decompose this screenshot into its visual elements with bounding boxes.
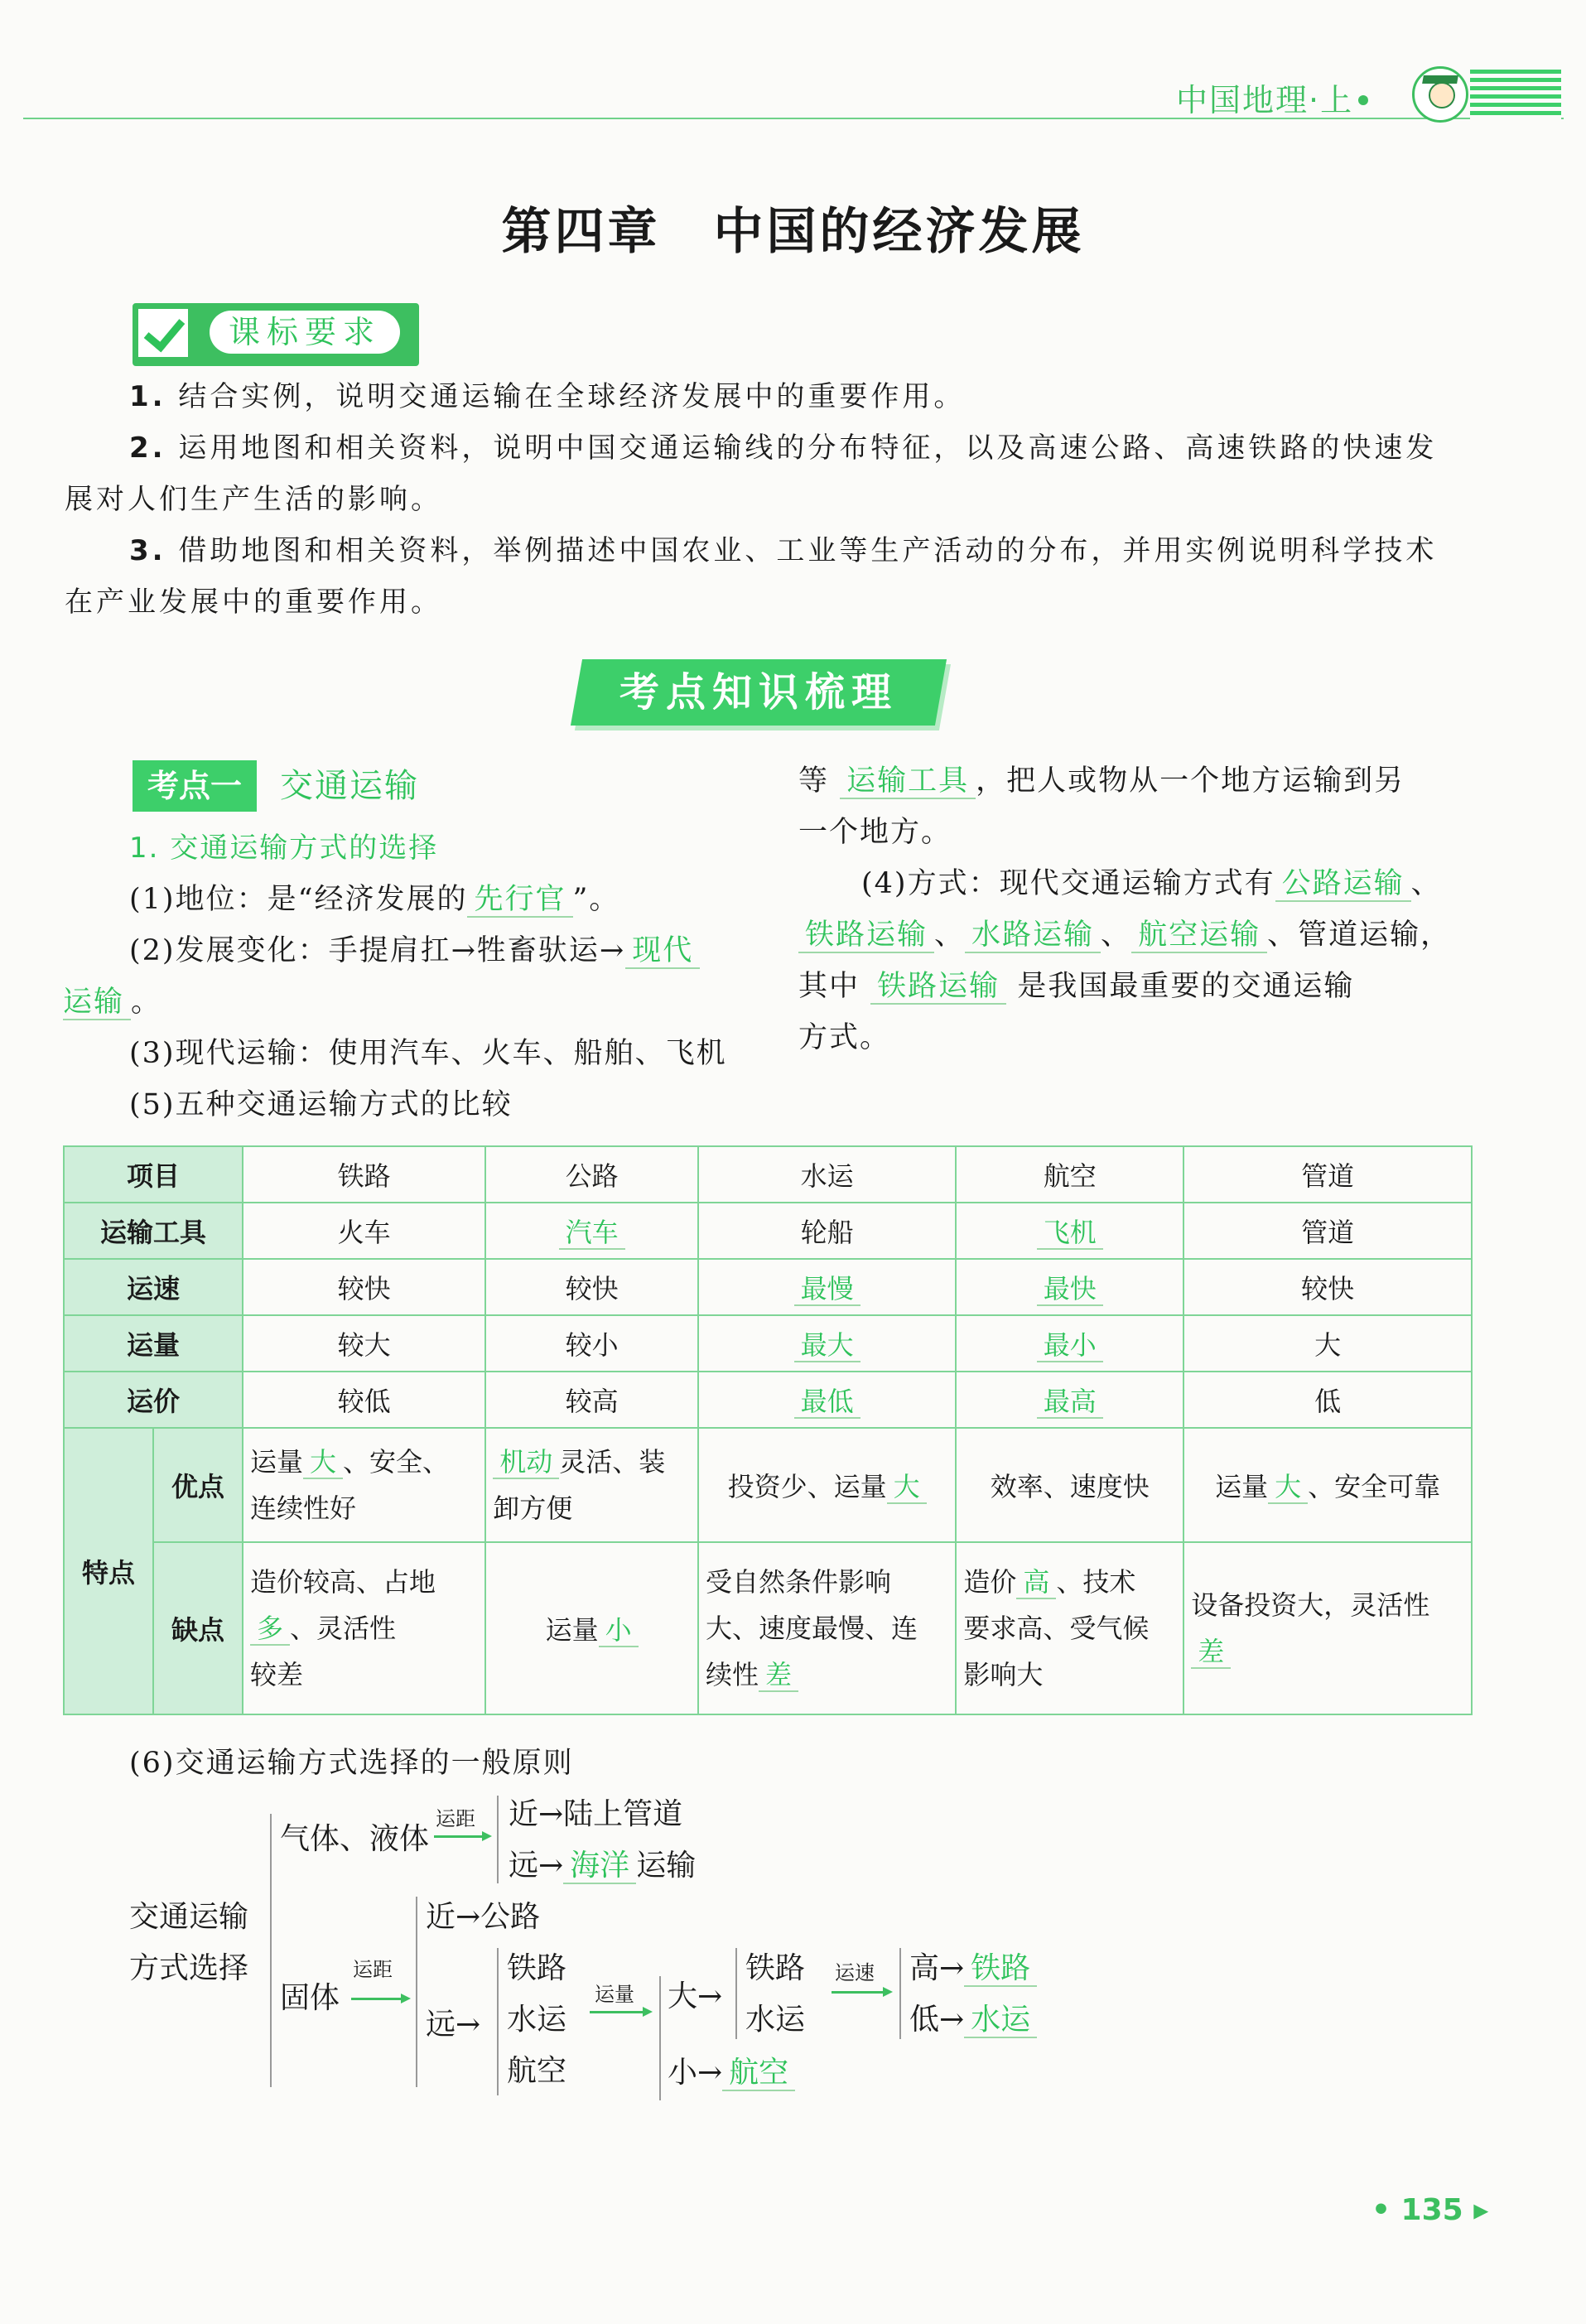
table-cell: 最低 — [698, 1372, 956, 1428]
table-cell: 运量 小 — [485, 1542, 698, 1714]
flow-solid: 固体 — [280, 1981, 340, 2015]
table-row — [64, 1259, 1472, 1315]
flow-brace — [899, 1948, 901, 2039]
header-stripes — [1470, 70, 1561, 119]
flow-label-volume: 运量 — [595, 1983, 634, 2006]
flow-far: 远→ — [426, 2008, 481, 2042]
flow-big: 大→ — [668, 1979, 723, 2013]
requirement-3: 3. 借助地图和相关资料，举例描述中国农业、工业等生产活动的分布，并用实例说明科学技术 在产业发展中的重要作用。 — [65, 534, 1438, 619]
flow-option-rail: 铁路 — [507, 1951, 567, 1985]
table-cell: 较快 — [243, 1259, 485, 1315]
point-3-cont: 等 运输工具 ，把人或物从一个地方运输到另 — [798, 764, 1405, 798]
table-header-cell: 公路 — [485, 1146, 698, 1203]
header-dot — [1358, 95, 1368, 105]
table-cell: 汽车 — [485, 1203, 698, 1259]
point-4-line2: 铁路运输 、 水路运输 、 航空运输 、管道运输， — [798, 909, 1451, 961]
table-cell: 最小 — [956, 1315, 1183, 1372]
flow-option-air: 航空 — [507, 2054, 567, 2088]
table-cell: 较低 — [243, 1372, 485, 1428]
flow-gas-liquid: 气体、液体 — [280, 1822, 430, 1856]
point-1: (1)地位：是“经济发展的 先行官 ”。 — [129, 883, 620, 916]
flow-high: 高→ 铁路 — [909, 1948, 1037, 1989]
flow-arrow — [351, 1998, 407, 2000]
flow-arrow — [832, 1991, 889, 1994]
table-cell: 效率、速度快 — [956, 1428, 1183, 1542]
flow-big-rail: 铁路 — [745, 1951, 806, 1985]
flow-label-distance: 运距 — [436, 1807, 475, 1830]
table-cell: 造价较高、占地 多 、灵活性 较差 — [243, 1542, 485, 1714]
point-6: (6)交通运输方式选择的一般原则 — [129, 1747, 574, 1780]
flow-arrow — [434, 1835, 489, 1838]
advantages-label: 优点 — [153, 1428, 243, 1542]
subtitle-1: 1. 交通运输方式的选择 — [129, 832, 439, 865]
table-cell: 受自然条件影响 大、速度最慢、连 续性 差 — [698, 1542, 956, 1714]
point-2: (2)发展变化：手提肩扛→牲畜驮运→ 现代 — [129, 925, 700, 976]
flow-brace — [659, 1976, 661, 2100]
flow-brace-main — [270, 1814, 272, 2087]
flow-brace — [497, 1796, 499, 1883]
page-number: • 135 ▸ — [1371, 2193, 1489, 2227]
table-cell: 运量 大 、安全可靠 — [1183, 1428, 1472, 1542]
table-header-cell: 管道 — [1183, 1146, 1472, 1203]
table-cell: 管道 — [1183, 1203, 1472, 1259]
chapter-title: 第四章 中国的经济发展 — [501, 203, 1085, 261]
flow-brace — [416, 1897, 417, 2087]
flow-root-line2: 方式选择 — [129, 1951, 249, 1985]
flow-near-pipeline: 近→陆上管道 — [509, 1797, 683, 1831]
table-row — [64, 1203, 1472, 1259]
table-cell: 造价 高 、技术 要求高、受气候 影响大 — [956, 1542, 1183, 1714]
checkmark-icon — [138, 309, 188, 357]
row-label: 运价 — [64, 1372, 243, 1428]
row-label: 运量 — [64, 1315, 243, 1372]
flow-option-water: 水运 — [507, 2003, 567, 2037]
table-header-cell: 项目 — [64, 1146, 243, 1203]
table-header-row — [64, 1146, 1472, 1203]
table-cell: 较大 — [243, 1315, 485, 1372]
table-cell: 投资少、运量 大 — [698, 1428, 956, 1542]
table-cell: 轮船 — [698, 1203, 956, 1259]
table-cell: 火车 — [243, 1203, 485, 1259]
curriculum-badge-label: 课标要求 — [210, 311, 400, 354]
table-row-disadvantages — [64, 1542, 1472, 1714]
table-header-cell: 铁路 — [243, 1146, 485, 1203]
requirement-2: 2. 运用地图和相关资料，说明中国交通运输线的分布特征，以及高速公路、高速铁路的快速发 展对人们生产生活的影响。 — [65, 432, 1438, 516]
topic-tag: 考点一 — [133, 760, 257, 812]
header-book-title: 中国地理·上 — [1176, 75, 1373, 120]
point-4-line3: 其中 铁路运输 是我国最重要的交通运输 — [798, 970, 1355, 1003]
table-cell: 最慢 — [698, 1259, 956, 1315]
flow-arrow — [590, 2011, 649, 2013]
point-5: (5)五种交通运输方式的比较 — [129, 1088, 513, 1121]
flow-root-line1: 交通运输 — [129, 1900, 249, 1934]
point-3-end: 一个地方。 — [798, 816, 952, 849]
table-cell: 较快 — [485, 1259, 698, 1315]
features-label: 特点 — [64, 1428, 153, 1714]
table-cell: 运量 大 、安全、 连续性好 — [243, 1428, 485, 1542]
section-banner: 考点知识梳理 — [571, 659, 947, 726]
row-label: 运输工具 — [64, 1203, 243, 1259]
table-cell: 较快 — [1183, 1259, 1472, 1315]
table-cell: 设备投资大，灵活性 差 — [1183, 1542, 1472, 1714]
table-row — [64, 1315, 1472, 1372]
flow-big-water: 水运 — [745, 2003, 806, 2037]
transport-comparison-table — [63, 1145, 1473, 1715]
flow-label-speed: 运速 — [835, 1961, 875, 1984]
table-cell: 飞机 — [956, 1203, 1183, 1259]
flow-label-distance: 运距 — [353, 1958, 393, 1981]
student-avatar-icon — [1412, 66, 1468, 123]
table-cell: 最快 — [956, 1259, 1183, 1315]
flow-small: 小→ 航空 — [668, 2052, 795, 2094]
flow-brace — [735, 1948, 737, 2039]
table-cell: 最高 — [956, 1372, 1183, 1428]
requirement-1: 1. 结合实例，说明交通运输在全球经济发展中的重要作用。 — [129, 380, 966, 413]
topic-title: 交通运输 — [280, 767, 419, 805]
flow-low: 低→ 水运 — [909, 1999, 1037, 2041]
table-cell: 机动 灵活、装 卸方便 — [485, 1428, 698, 1542]
table-cell: 大 — [1183, 1315, 1472, 1372]
table-row-advantages — [64, 1428, 1472, 1542]
table-cell: 较小 — [485, 1315, 698, 1372]
table-header-cell: 航空 — [956, 1146, 1183, 1203]
curriculum-badge — [133, 303, 419, 366]
flow-brace — [497, 1948, 499, 2095]
point-4: (4)方式：现代交通运输方式有 公路运输 、 — [861, 867, 1442, 900]
flow-near-road: 近→公路 — [426, 1900, 541, 1934]
table-header-cell: 水运 — [698, 1146, 956, 1203]
table-cell: 较高 — [485, 1372, 698, 1428]
table-cell: 最大 — [698, 1315, 956, 1372]
point-2-cont: 运输 。 — [63, 986, 162, 1019]
disadvantages-label: 缺点 — [153, 1542, 243, 1714]
table-cell: 低 — [1183, 1372, 1472, 1428]
row-label: 运速 — [64, 1259, 243, 1315]
table-row — [64, 1372, 1472, 1428]
point-4-line4: 方式。 — [798, 1021, 891, 1054]
flow-far-ocean: 远→ 海洋 运输 — [509, 1849, 697, 1883]
point-3: (3)现代运输：使用汽车、火车、船舶、飞机 — [129, 1037, 727, 1070]
